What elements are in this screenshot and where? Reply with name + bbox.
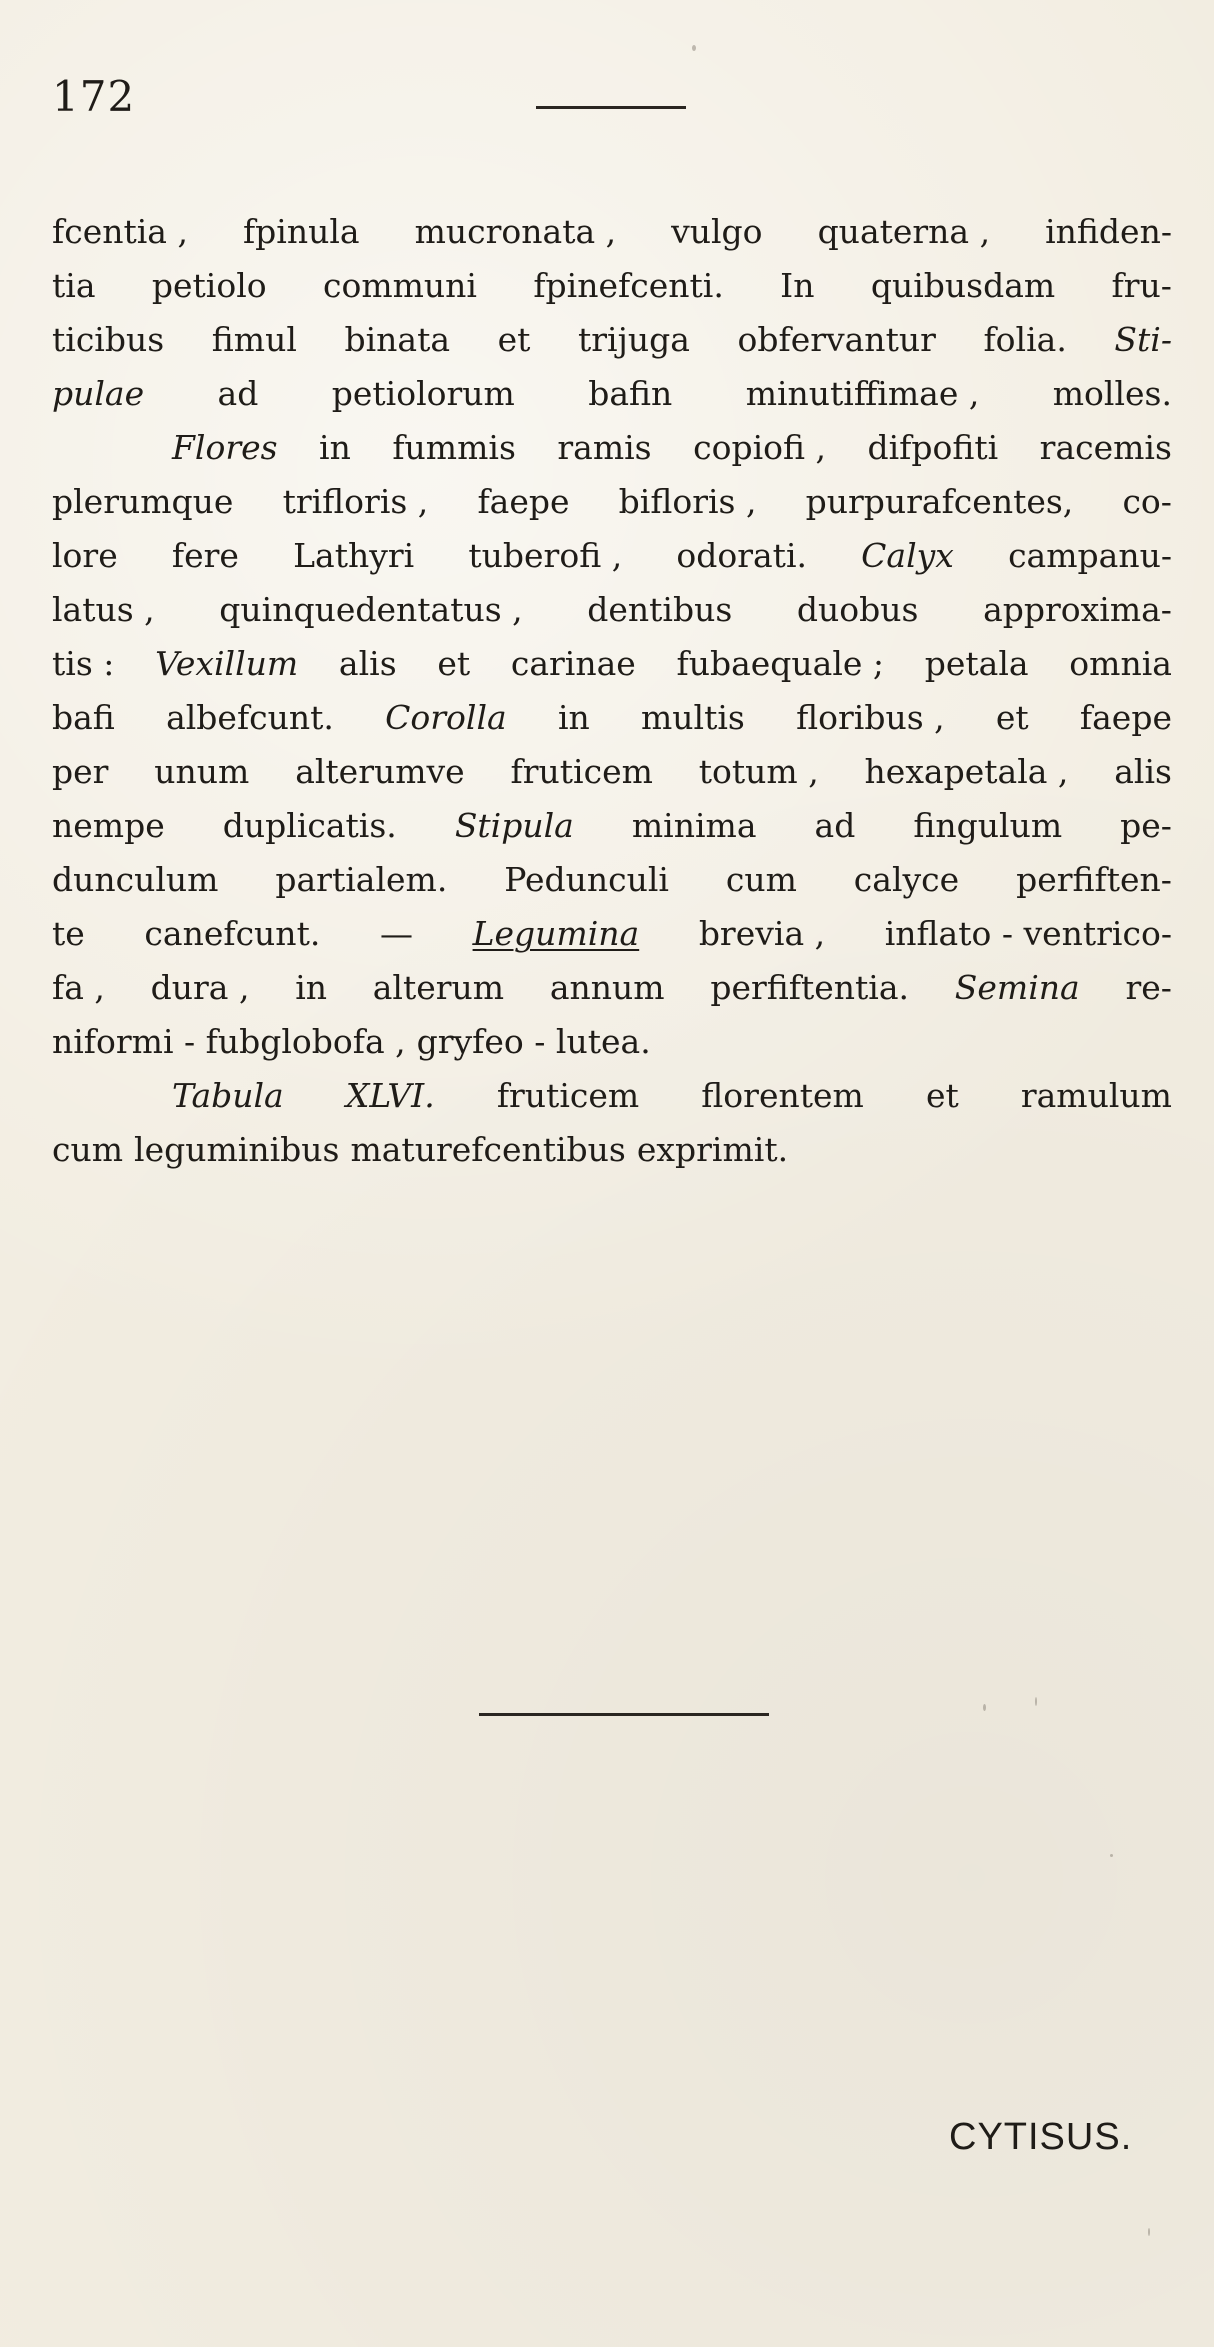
text-line-12: nempe duplicatis. Stipula minima ad fingulum pe- [52,799,1172,853]
italic-term-pulae: pulae [52,374,145,413]
text-line-4: pulae ad petiolorum bafin minutiffimae , molles. [52,367,1172,421]
paper-speck [983,1704,986,1711]
header-rule [536,106,686,109]
catchword: CYTISUS. [949,2116,1133,2158]
text-line-18: cum leguminibus maturefcentibus exprimit. [52,1130,789,1169]
text-line-1: fcentia , fpinula mucronata , vulgo quaterna , infiden- [52,212,1172,251]
text-line-17: Tabula XLVI. fruticem florentem et ramulum [52,1069,1172,1123]
section-end-rule [479,1713,769,1716]
text-line-2: tia petiolo communi fpinefcenti. In quibusdam fru- [52,266,1172,305]
text-line-3: ticibus fimul binata et trijuga obfervantur folia. Sti- [52,313,1172,367]
text-line-13: dunculum partialem. Pedunculi cum calyce perfiften- [52,860,1172,899]
text-line-9: tis : Vexillum alis et carinae fubaequale ; petala omnia [52,637,1172,691]
paper-speck [1035,1697,1037,1706]
italic-term-xlvi: XLVI. [345,1076,435,1115]
text-line-5: Flores in fummis ramis copiofi , difpofiti racemis [52,421,1172,475]
page-number: 172 [52,72,136,121]
italic-term-tabula: Tabula [172,1076,284,1115]
text-line-8: latus , quinquedentatus , dentibus duobus approxima- [52,590,1172,629]
paper-speck [1148,2228,1150,2236]
text-line-14: te canefcunt. — Legumina brevia , inflato - ventrico- [52,907,1172,961]
italic-term-flores: Flores [172,428,278,467]
text-line-10: bafi albefcunt. Corolla in multis floribus , et faepe [52,691,1172,745]
text-line-7: lore fere Lathyri tuberofi , odorati. Calyx campanu- [52,529,1172,583]
paper-speck [692,45,696,51]
italic-term-legumina: Legumina [472,914,640,953]
text-line-16: niformi - fubglobofa , gryfeo - lutea. [52,1022,651,1061]
paper-speck [1110,1854,1113,1857]
italic-term-vexillum: Vexillum [155,644,299,683]
body-text [52,205,1172,1177]
italic-term-stipula: Stipula [454,806,574,845]
italic-term-semina: Semina [954,968,1080,1007]
text-line-6: plerumque trifloris , faepe bifloris , purpurafcentes, co- [52,482,1172,521]
text-line-15: fa , dura , in alterum annum perfiftentia. Semina re- [52,961,1172,1015]
italic-term-stipulae: Sti- [1114,320,1172,359]
italic-term-calyx: Calyx [861,536,954,575]
italic-term-corolla: Corolla [385,698,507,737]
text-line-11: per unum alterumve fruticem totum , hexapetala , alis [52,752,1172,791]
